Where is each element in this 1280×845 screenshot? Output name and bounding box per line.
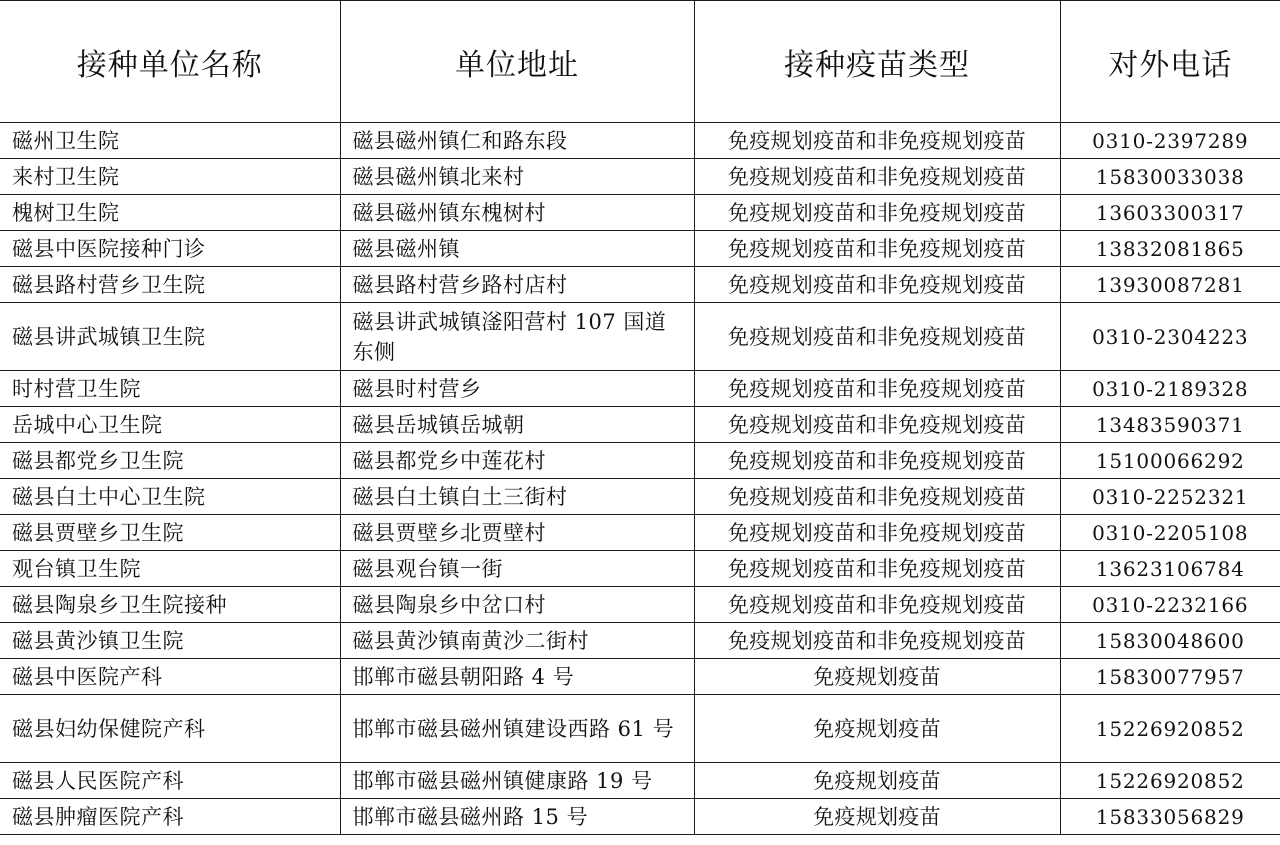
address-cell: 磁县磁州镇东槐树村 xyxy=(340,195,694,231)
site-name-cell: 磁县路村营乡卫生院 xyxy=(0,267,340,303)
vaccine-type-cell: 免疫规划疫苗和非免疫规划疫苗 xyxy=(694,195,1060,231)
vaccine-type-cell: 免疫规划疫苗 xyxy=(694,659,1060,695)
vaccine-type-cell: 免疫规划疫苗 xyxy=(694,763,1060,799)
address-cell: 邯郸市磁县朝阳路 4 号 xyxy=(340,659,694,695)
site-name-cell: 磁县贾壁乡卫生院 xyxy=(0,515,340,551)
address-cell: 磁县白土镇白土三街村 xyxy=(340,479,694,515)
phone-cell: 15226920852 xyxy=(1060,763,1280,799)
phone-cell: 15833056829 xyxy=(1060,799,1280,835)
site-name-cell: 磁县黄沙镇卫生院 xyxy=(0,623,340,659)
table-row xyxy=(0,195,1280,231)
vaccine-type-cell: 免疫规划疫苗和非免疫规划疫苗 xyxy=(694,407,1060,443)
vaccine-type-cell: 免疫规划疫苗和非免疫规划疫苗 xyxy=(694,159,1060,195)
address-cell: 磁县岳城镇岳城朝 xyxy=(340,407,694,443)
address-cell: 磁县路村营乡路村店村 xyxy=(340,267,694,303)
vaccine-type-cell: 免疫规划疫苗和非免疫规划疫苗 xyxy=(694,267,1060,303)
address-cell: 邯郸市磁县磁州镇建设西路 61 号 xyxy=(340,695,694,763)
table-row xyxy=(0,407,1280,443)
phone-cell: 0310-2189328 xyxy=(1060,371,1280,407)
phone-cell: 15830077957 xyxy=(1060,659,1280,695)
vaccine-type-cell: 免疫规划疫苗和非免疫规划疫苗 xyxy=(694,303,1060,371)
table-row xyxy=(0,623,1280,659)
address-cell: 磁县观台镇一街 xyxy=(340,551,694,587)
table-row xyxy=(0,587,1280,623)
table-row xyxy=(0,799,1280,835)
address-cell: 磁县讲武城镇滏阳营村 107 国道东侧 xyxy=(340,303,694,371)
address-cell: 磁县磁州镇北来村 xyxy=(340,159,694,195)
phone-cell: 13930087281 xyxy=(1060,267,1280,303)
site-name-cell: 槐树卫生院 xyxy=(0,195,340,231)
site-name-cell: 磁县肿瘤医院产科 xyxy=(0,799,340,835)
table-row xyxy=(0,551,1280,587)
table-row xyxy=(0,371,1280,407)
table-row xyxy=(0,479,1280,515)
vaccine-type-cell: 免疫规划疫苗和非免疫规划疫苗 xyxy=(694,231,1060,267)
address-cell: 磁县时村营乡 xyxy=(340,371,694,407)
phone-cell: 13623106784 xyxy=(1060,551,1280,587)
table-row xyxy=(0,515,1280,551)
site-name-cell: 磁县讲武城镇卫生院 xyxy=(0,303,340,371)
address-cell: 磁县磁州镇 xyxy=(340,231,694,267)
table-row xyxy=(0,303,1280,371)
header-address: 单位地址 xyxy=(340,1,694,123)
phone-cell: 13483590371 xyxy=(1060,407,1280,443)
vaccine-type-cell: 免疫规划疫苗和非免疫规划疫苗 xyxy=(694,587,1060,623)
phone-cell: 0310-2397289 xyxy=(1060,123,1280,159)
site-name-cell: 磁县人民医院产科 xyxy=(0,763,340,799)
site-name-cell: 来村卫生院 xyxy=(0,159,340,195)
phone-cell: 13603300317 xyxy=(1060,195,1280,231)
phone-cell: 15226920852 xyxy=(1060,695,1280,763)
address-cell: 磁县都党乡中莲花村 xyxy=(340,443,694,479)
vaccine-type-cell: 免疫规划疫苗 xyxy=(694,799,1060,835)
phone-cell: 15830048600 xyxy=(1060,623,1280,659)
phone-cell: 0310-2232166 xyxy=(1060,587,1280,623)
vaccine-type-cell: 免疫规划疫苗和非免疫规划疫苗 xyxy=(694,443,1060,479)
vaccine-type-cell: 免疫规划疫苗和非免疫规划疫苗 xyxy=(694,623,1060,659)
site-name-cell: 磁县都党乡卫生院 xyxy=(0,443,340,479)
site-name-cell: 磁县陶泉乡卫生院接种 xyxy=(0,587,340,623)
site-name-cell: 时村营卫生院 xyxy=(0,371,340,407)
site-name-cell: 磁县白土中心卫生院 xyxy=(0,479,340,515)
vaccine-type-cell: 免疫规划疫苗和非免疫规划疫苗 xyxy=(694,123,1060,159)
header-vaccine-type: 接种疫苗类型 xyxy=(694,1,1060,123)
header-site-name: 接种单位名称 xyxy=(0,1,340,123)
site-name-cell: 磁县中医院接种门诊 xyxy=(0,231,340,267)
phone-cell: 0310-2205108 xyxy=(1060,515,1280,551)
table-row xyxy=(0,695,1280,763)
site-name-cell: 岳城中心卫生院 xyxy=(0,407,340,443)
site-name-cell: 磁县妇幼保健院产科 xyxy=(0,695,340,763)
phone-cell: 0310-2252321 xyxy=(1060,479,1280,515)
site-name-cell: 观台镇卫生院 xyxy=(0,551,340,587)
vaccine-type-cell: 免疫规划疫苗和非免疫规划疫苗 xyxy=(694,515,1060,551)
site-name-cell: 磁州卫生院 xyxy=(0,123,340,159)
address-cell: 邯郸市磁县磁州路 15 号 xyxy=(340,799,694,835)
address-cell: 邯郸市磁县磁州镇健康路 19 号 xyxy=(340,763,694,799)
header-phone: 对外电话 xyxy=(1060,1,1280,123)
address-cell: 磁县磁州镇仁和路东段 xyxy=(340,123,694,159)
table-row xyxy=(0,231,1280,267)
table-row xyxy=(0,443,1280,479)
phone-cell: 0310-2304223 xyxy=(1060,303,1280,371)
address-cell: 磁县陶泉乡中岔口村 xyxy=(340,587,694,623)
phone-cell: 15100066292 xyxy=(1060,443,1280,479)
phone-cell: 13832081865 xyxy=(1060,231,1280,267)
vaccine-type-cell: 免疫规划疫苗和非免疫规划疫苗 xyxy=(694,479,1060,515)
vaccine-type-cell: 免疫规划疫苗和非免疫规划疫苗 xyxy=(694,371,1060,407)
table-row xyxy=(0,659,1280,695)
address-cell: 磁县贾壁乡北贾壁村 xyxy=(340,515,694,551)
vaccine-type-cell: 免疫规划疫苗和非免疫规划疫苗 xyxy=(694,551,1060,587)
address-cell: 磁县黄沙镇南黄沙二街村 xyxy=(340,623,694,659)
vaccine-type-cell: 免疫规划疫苗 xyxy=(694,695,1060,763)
table-row xyxy=(0,267,1280,303)
table-row xyxy=(0,159,1280,195)
site-name-cell: 磁县中医院产科 xyxy=(0,659,340,695)
table-row xyxy=(0,763,1280,799)
phone-cell: 15830033038 xyxy=(1060,159,1280,195)
header-row xyxy=(0,1,1280,123)
table-row xyxy=(0,123,1280,159)
